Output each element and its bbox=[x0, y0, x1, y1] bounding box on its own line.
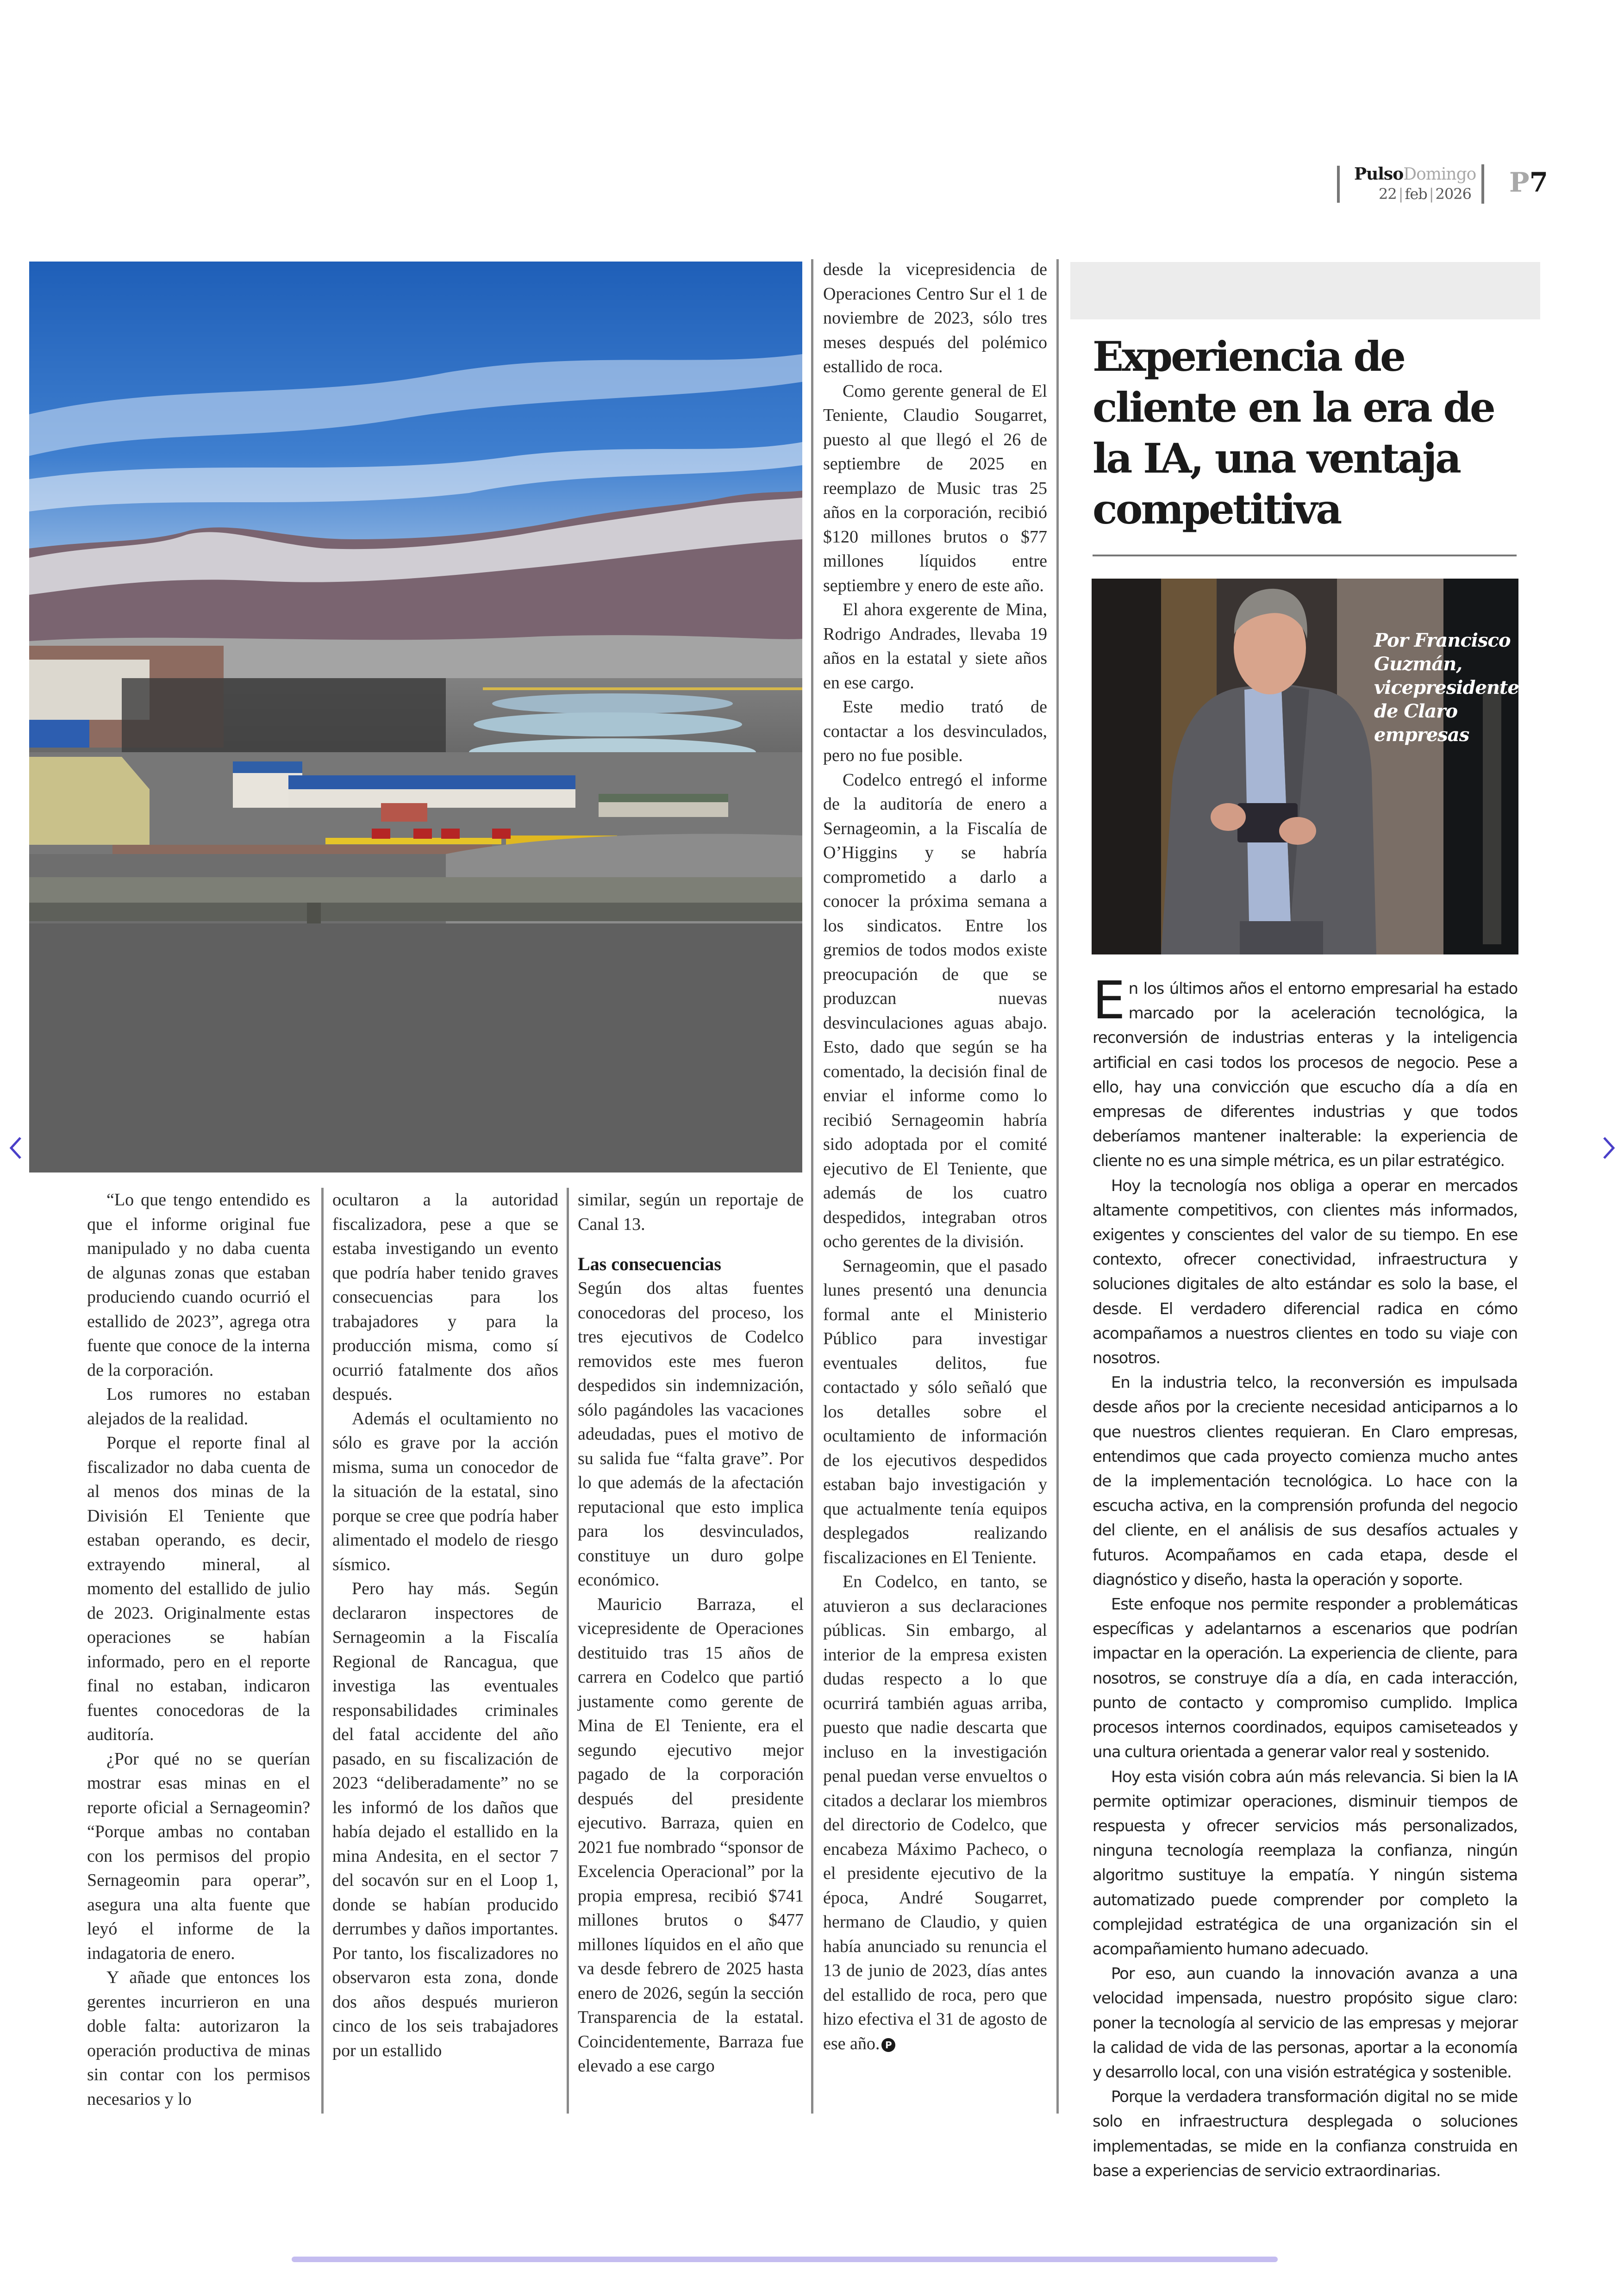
brand-secondary: Domingo bbox=[1403, 165, 1476, 184]
opinion-paragraph: Hoy esta visión cobra aún más relevancia. Si bien la IA permite optimizar operaciones, disminuir tiempos de respuesta y ofrecer servicios más personalizados, ninguna tecnología reemplaza la confianza, ningún algoritmo sustituye la empatía. Y ningún sistema automatizado puede comprender por completo la complejidad estratégica de una organización sin el acompañamiento humano adecuado. bbox=[1093, 1767, 1518, 1958]
header-divider-left bbox=[1337, 166, 1340, 203]
article-paragraph: “Lo que tengo entendido es que el informe original fue manipulado y no daba cuenta de algunas zonas que estaban produciendo cuando ocurrió el estallido de 2023”, agrega otra fuente que conoce de la interna de la corporación. bbox=[87, 1190, 310, 1380]
article-paragraph: Mauricio Barraza, el vicepresidente de Operaciones destituido tras 15 años de carrera en Codelco que partió justamente como gerente de Mina de El Teniente, era el segundo ejecutivo mejor pagado de la corporación después del presidente ejecutivo. Barraza, quien en 2021 fue nombrado “sponsor de Excelencia Operacional” por la propia empresa, recibió $741 millones brutos o $477 millones líquidos en el año que va desde febrero de 2025 hasta enero de 2026, según la sección Transparencia de la estatal. Coincidentemente, Barraza fue elevado a ese cargo bbox=[578, 1594, 804, 2076]
opinion-paragraph: Hoy la tecnología nos obliga a operar en mercados altamente competitivos, con clientes más informados, exigentes y conscientes del valor de su tiempo. En ese contexto, ofrecer conectividad, infraestructura y soluciones digitales de alto estándar es solo la base, el desde. El verdadero diferencial radica en cómo acompañamos a nuestros clientes en todo su viaje con nosotros. bbox=[1093, 1176, 1518, 1368]
headline-rule bbox=[1093, 555, 1517, 556]
date-month: feb bbox=[1405, 185, 1427, 203]
section-subheading: Las consecuencias bbox=[578, 1254, 721, 1274]
opinion-body bbox=[1093, 971, 1518, 2183]
header-divider-right bbox=[1481, 164, 1484, 204]
column-divider bbox=[321, 1188, 324, 2114]
article-paragraph: El ahora exgerente de Mina, Rodrigo Andrades, llevaba 19 años en la estatal y siete años en ese cargo. bbox=[823, 600, 1047, 692]
issue-date: 22 | feb | 2026 bbox=[1379, 185, 1471, 203]
opinion-paragraph-text: n los últimos años el entorno empresarial ha estado marcado por la aceleración tecnológica, la reconversión de industrias enteras y la inteligencia artificial en casi todos los procesos de negocio. Pese a ello, hay una convicción que escucho día a día en empresas de diferentes industrias y que todos deberíamos mantener inalterable: la experiencia de cliente no es una simple métrica, es un pilar estratégico. bbox=[1093, 979, 1518, 1171]
opinion-paragraph: Porque la verdadera transformación digital no se mide solo en infraestructura desplegada o soluciones implementadas, se mide en la confianza construida en base a experiencias de servicio extraordinarias. bbox=[1093, 2088, 1518, 2180]
article-column-3 bbox=[578, 1188, 804, 2078]
brand-primary: Pulso bbox=[1354, 164, 1404, 184]
article-column-1 bbox=[87, 1188, 310, 2111]
article-paragraph: Pero hay más. Según declararon inspectores de Sernageomin a la Fiscalía Regional de Rancagua, que investiga las eventuales responsabilidades criminales del fatal accidente del año pasado, en su fiscalización de 2023 “deliberadamente” no se les informó de los daños que había dejado el estallido en la mina Andesita, en el sector 7 del socavón sur en el Loop 1, donde se habían producido derrumbes y daños importantes. Por tanto, los fiscalizadores no observaron esta zona, donde dos años después murieron cinco de los seis trabajadores por un estallido bbox=[332, 1579, 558, 2060]
publication-brand bbox=[1354, 166, 1476, 183]
column-divider bbox=[811, 259, 813, 2114]
opinion-paragraph: En la industria telco, la reconversión es impulsada desde años por la creciente necesidad anticiparnos a lo que nuestros clientes requieran. En Claro empresas, entendimos que cada proyecto comienza mucho antes de la implementación tecnológica. Lo hace con la escucha activa, en la comprensión profunda del negocio del cliente, en el análisis de sus desafíos actuales y futuros. Acompañamos en cada etapa, desde el diagnóstico y diseño, hasta la operación y soporte. bbox=[1093, 1373, 1518, 1589]
page-number-value: 7 bbox=[1529, 167, 1548, 198]
article-paragraph-text: En Codelco, en tanto, se atuvieron a sus declaraciones públicas. Sin embargo, al interior de la empresa existen dudas respecto a lo que ocurrirá también aguas arriba, puesto que nadie descarta que incluso en la investigación penal puedan verse envueltos o citados a declarar los miembros del directorio de Codelco, que encabeza Máximo Pacheco, o el presidente ejecutivo de la época, André Sougarret, hermano de Claudio, y quien había anunciado su renuncia el 13 de junio de 2023, días antes del estallido de roca, pero que hizo efectiva el 31 de agosto de ese año. bbox=[823, 1572, 1047, 2053]
chevron-left-icon bbox=[6, 1134, 25, 1162]
article-paragraph: Además el ocultamiento no sólo es grave por la acción misma, suma un conocedor de la situación de la estatal, sino porque se cree que podría haber alimentado el modelo de riesgo sísmico. bbox=[332, 1409, 558, 1574]
article-paragraph: Los rumores no estaban alejados de la realidad. bbox=[87, 1384, 310, 1428]
article-paragraph: Según dos altas fuentes conocedoras del proceso, los tres ejecutivos de Codelco removidos este mes fueron despedidos sin indemnización, sólo pagándoles las vacaciones adeudadas, pues el motivo de su salida fue “falta grave”. Por lo que además de la afectación reputacional que esto implica para los desvinculados, constituye un duro golpe económico. bbox=[578, 1278, 804, 1590]
date-day: 22 bbox=[1379, 185, 1397, 203]
page-number bbox=[1509, 169, 1548, 196]
mine-landscape-image bbox=[29, 262, 802, 1172]
chevron-right-icon bbox=[1599, 1134, 1618, 1162]
horizontal-scrollbar[interactable] bbox=[292, 2257, 1278, 2262]
next-page-button[interactable] bbox=[1599, 1134, 1618, 1162]
previous-page-button[interactable] bbox=[6, 1134, 25, 1162]
article-paragraph: Porque el reporte final al fiscalizador no daba cuenta de al menos dos minas de la División El Teniente que estaban operando, es decir, extrayendo mineral, al momento del estallido de julio de 2023. Originalmente estas operaciones se habían informado, pero en el reporte final no estaban, indicaron fuentes conocedoras de la auditoría. bbox=[87, 1433, 310, 1744]
article-paragraph: ocultaron a la autoridad fiscalizadora, pese a que se estaba investigando un evento que podría haber tenido graves consecuencias para los trabajadores y para la producción misma, como sí ocurrió fatalmente dos años después. bbox=[332, 1190, 558, 1404]
article-paragraph: Sernageomin, que el pasado lunes presentó una denuncia formal ante el Ministerio Público para investigar eventuales delitos, fue contactado y sólo señaló que los detalles sobre el ocultamiento de información de los ejecutivos despedidos estaban bajo investigación y que actualmente tenía equipos desplegados realizando fiscalizaciones en El Teniente. bbox=[823, 1256, 1047, 1567]
article-paragraph: desde la vicepresidencia de Operaciones Centro Sur el 1 de noviembre de 2023, sólo tres meses después del polémico estallido de roca. bbox=[823, 260, 1047, 376]
article-paragraph: Este medio trató de contactar a los desvinculados, pero no fue posible. bbox=[823, 697, 1047, 765]
mine-photo bbox=[29, 262, 802, 1172]
article-paragraph: Codelco entregó el informe de la auditoría de enero a Sernageomin, a la Fiscalía de O’Higgins y se habría comprometido a darlo a conocer la próxima semana a los sindicatos. Entre los gremios de todos modos existe preocupación de que se produzcan nuevas desvinculaciones aguas abajo. Esto, dado que según se ha comentado, la decisión final de enviar el informe como lo recibió Sernageomin habría sido adoptada por el comité ejecutivo de El Teniente, que además de los cuatro despedidos, integraban otros ocho gerentes de la división. bbox=[823, 770, 1047, 1251]
article-paragraph: Y añade que entonces los gerentes incurrieron en una doble falta: autorizaron la operación productiva de minas sin contar con los permisos necesarios y lo bbox=[87, 1968, 310, 2109]
article-column-4 bbox=[823, 257, 1047, 2056]
drop-cap: E bbox=[1093, 971, 1125, 1031]
article-column-2 bbox=[332, 1188, 558, 2063]
column-divider bbox=[1056, 259, 1059, 2114]
opinion-paragraph bbox=[1093, 971, 1518, 1174]
article-paragraph: similar, según un reportaje de Canal 13. bbox=[578, 1190, 804, 1234]
opinion-paragraph: Por eso, aun cuando la innovación avanza a una velocidad impensada, nuestro propósito sigue claro: poner la tecnología al servicio de las empresas y mejorar la calidad de vida de las personas, aportar a la economía y desarrollo local, con una visión estratégica y sostenible. bbox=[1093, 1964, 1518, 2082]
column-divider bbox=[567, 1188, 569, 2114]
opinion-paragraph: Este enfoque nos permite responder a problemáticas específicas y adelantarnos a escenarios que podrían impactar en la operación. La experiencia de cliente, para nosotros, se construye día a día, en cada interacción, punto de contacto y compromiso cumplido. Implica procesos internos coordinados, equipos camiseteados y una cultura orientada a generar valor real y sostenido. bbox=[1093, 1595, 1518, 1762]
article-paragraph bbox=[823, 1570, 1047, 2056]
date-year: 2026 bbox=[1435, 185, 1471, 203]
article-paragraph: ¿Por qué no se querían mostrar esas minas en el reporte oficial a Sernageomin? “Porque ambas no contaban con los permisos del propio Sernageomin para operar”, asegura una alta fuente que leyó el informe de la indagatoria de enero. bbox=[87, 1749, 310, 1963]
opinion-headline: Experiencia de cliente en la era de la IA, una ventaja competitiva bbox=[1093, 332, 1494, 533]
page-prefix: P bbox=[1509, 167, 1530, 198]
end-of-article-icon: P bbox=[881, 2038, 895, 2052]
author-byline: Por Francisco Guzmán, vicepresidente de Claro empresas bbox=[1374, 630, 1519, 746]
article-paragraph: Como gerente general de El Teniente, Claudio Sougarret, puesto al que llegó el 26 de septiembre de 2025 en reemplazo de Music tras 25 años en la corporación, recibió $120 millones brutos o $77 millones líquidos entre septiembre y enero de este año. bbox=[823, 381, 1047, 595]
opinion-header-band bbox=[1070, 262, 1540, 319]
